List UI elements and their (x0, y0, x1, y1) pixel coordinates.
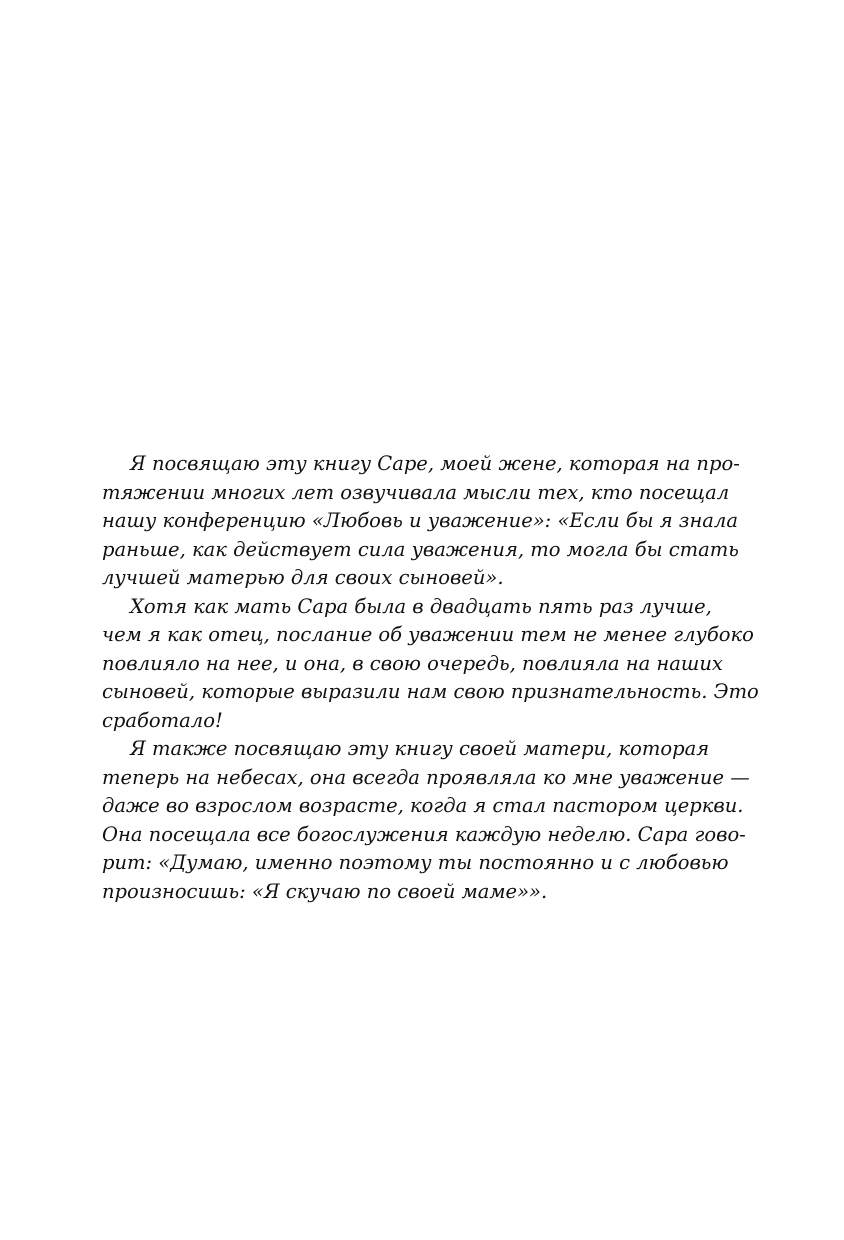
paragraph-2-line-3: повлияло на нее, и она, в свою очередь, повлияла на наших (102, 651, 723, 675)
paragraph-3-line-3: даже во взрослом возрасте, когда я стал пастором церкви. (102, 794, 744, 817)
paragraph-3-line-5: рит: «Думаю, именно поэтому ты постоянно и с любовью (102, 851, 729, 874)
paragraph-3-line-2: теперь на небесах, она всегда проявляла ко мне уважение — (102, 765, 750, 789)
paragraph-2-line-4: сыновей, которые выразили нам свою признательность. Это (102, 680, 759, 703)
paragraph-2-line-1: Хотя как мать Сара была в двадцать пять раз лучше, (130, 594, 712, 618)
paragraph-3-line-1: Я также посвящаю эту книгу своей матери, которая (130, 737, 710, 760)
paragraph-1-line-5: лучшей матерью для своих сыновей». (102, 566, 504, 589)
dedication-text (102, 450, 759, 906)
paragraph-2-line-2: чем я как отец, послание об уважении тем не менее глубоко (102, 623, 754, 646)
paragraph-3-line-6: произносишь: «Я скучаю по своей маме»». (102, 879, 548, 903)
paragraph-1-line-1: Я посвящаю эту книгу Саре, моей жене, которая на про- (130, 452, 740, 475)
paragraph-1-line-3: нашу конференцию «Любовь и уважение»: «Если бы я знала (102, 509, 738, 532)
paragraph-1-line-2: тяжении многих лет озвучивала мысли тех, кто посещал (102, 480, 730, 504)
paragraph-3-line-4: Она посещала все богослужения каждую неделю. Сара гово- (102, 822, 746, 846)
paragraph-2-line-5: сработало! (102, 708, 223, 732)
paragraph-1-line-4: раньше, как действует сила уважения, то могла бы стать (102, 537, 739, 561)
